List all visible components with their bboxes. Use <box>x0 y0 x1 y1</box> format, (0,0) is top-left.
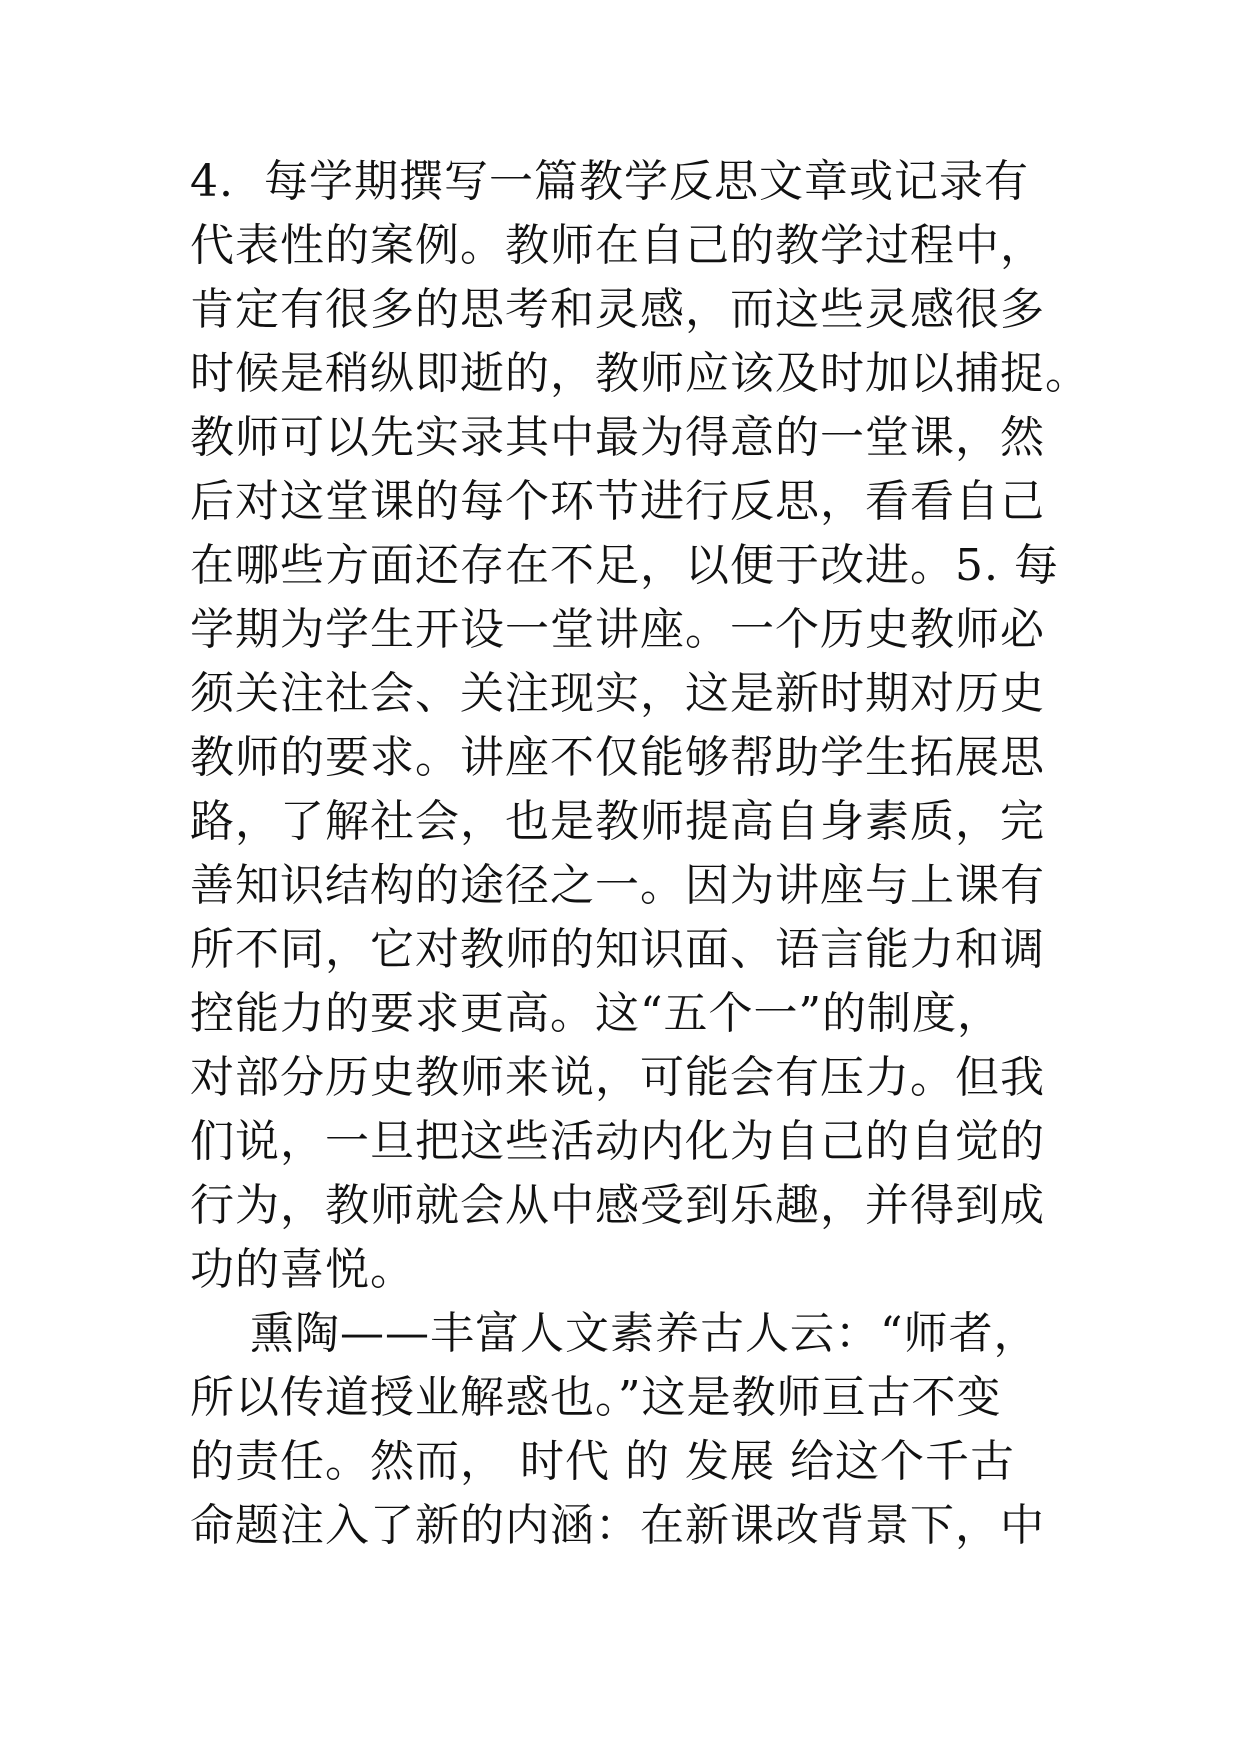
text-line: 在哪些方面还存在不足，以便于改进。5. 每 <box>190 540 1059 591</box>
text-line: 教师的要求。讲座不仅能够帮助学生拓展思 <box>190 732 1045 783</box>
text-line: 命题注入了新的内涵：在新课改背景下，中 <box>190 1500 1045 1551</box>
text-line: 所不同，它对教师的知识面、语言能力和调 <box>190 924 1045 975</box>
text-line: 熏陶——丰富人文素养古人云：“师者， <box>190 1308 1039 1359</box>
text-line: 代表性的案例。教师在自己的教学过程中， <box>190 220 1045 271</box>
body-text <box>190 150 1090 1558</box>
text-line: 功的喜悦。 <box>190 1244 415 1295</box>
text-line: 们说，一旦把这些活动内化为自己的自觉的 <box>190 1116 1045 1167</box>
text-line: 教师可以先实录其中最为得意的一堂课，然 <box>190 412 1045 463</box>
text-line: 时候是稍纵即逝的，教师应该及时加以捕捉。 <box>190 348 1090 399</box>
text-line: 行为，教师就会从中感受到乐趣，并得到成 <box>190 1180 1045 1231</box>
text-line: 后对这堂课的每个环节进行反思，看看自己 <box>190 476 1045 527</box>
text-line: 4. 每学期撰写一篇教学反思文章或记录有 <box>190 156 1029 207</box>
text-line: 对部分历史教师来说，可能会有压力。但我 <box>190 1052 1045 1103</box>
text-line: 的责任。然而， 时代 的 发展 给这个千古 <box>190 1436 1015 1487</box>
text-line: 控能力的要求更高。这“五个一”的制度， <box>190 988 1002 1039</box>
text-line: 学期为学生开设一堂讲座。一个历史教师必 <box>190 604 1045 655</box>
text-line: 须关注社会、关注现实，这是新时期对历史 <box>190 668 1045 719</box>
text-line: 所以传道授业解惑也。”这是教师亘古不变 <box>190 1372 1002 1423</box>
text-line: 善知识结构的途径之一。因为讲座与上课有 <box>190 860 1045 911</box>
text-line: 路，了解社会，也是教师提高自身素质，完 <box>190 796 1045 847</box>
text-line: 肯定有很多的思考和灵感，而这些灵感很多 <box>190 284 1045 335</box>
